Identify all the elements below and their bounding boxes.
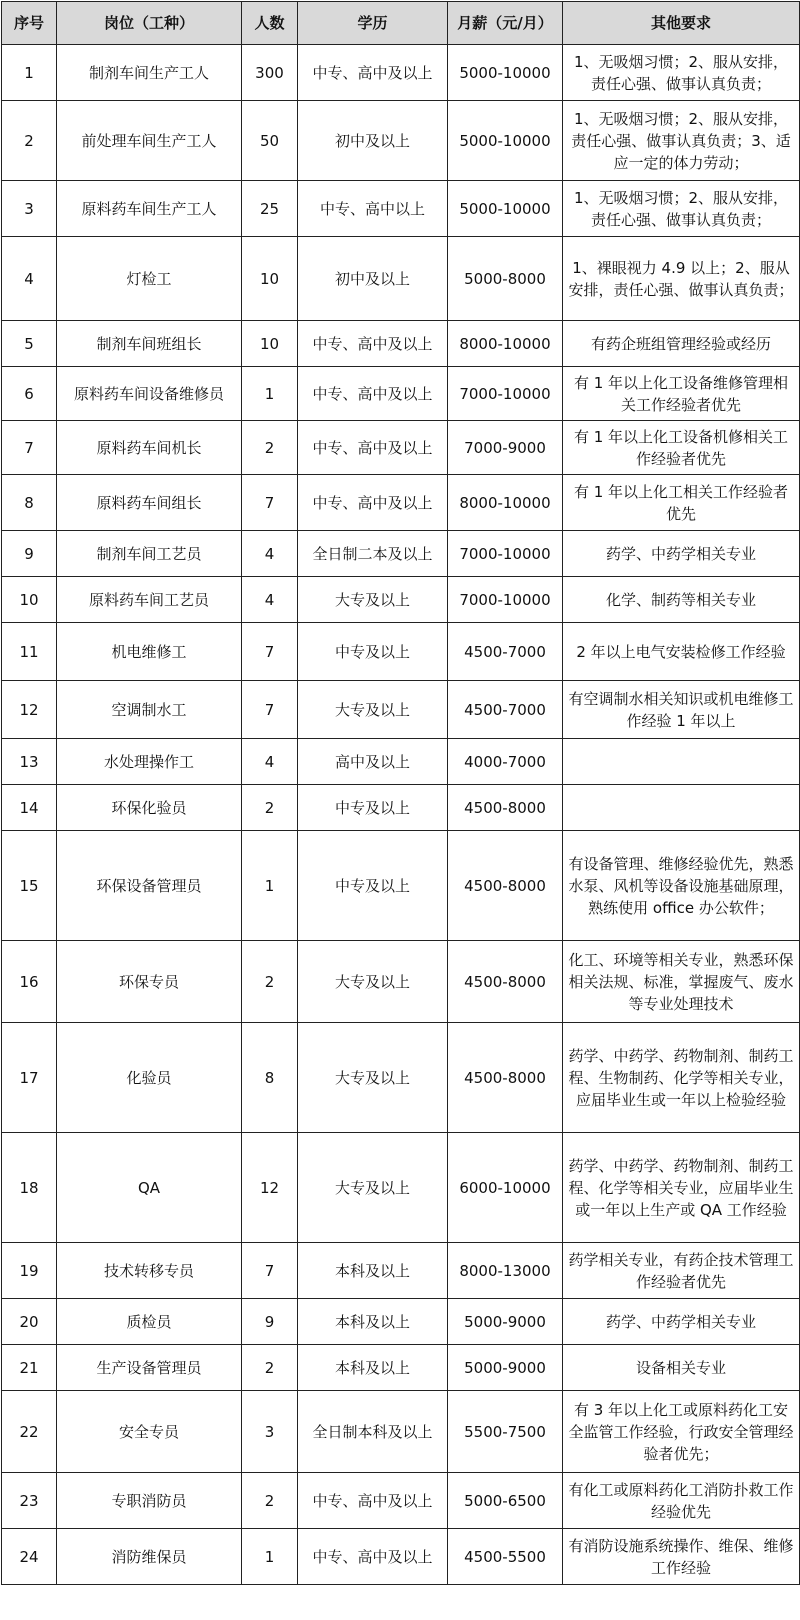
header-education: 学历 [298, 2, 448, 45]
cell-requirements [563, 785, 800, 831]
cell-count: 300 [242, 45, 298, 101]
table-row [2, 237, 800, 321]
cell-no: 21 [2, 1345, 57, 1391]
cell-no: 19 [2, 1243, 57, 1299]
table-row [2, 1243, 800, 1299]
cell-salary: 4500-7000 [448, 681, 563, 739]
table-row [2, 475, 800, 531]
cell-requirements: 有 1 年以上化工设备机修相关工作经验者优先 [563, 421, 800, 475]
cell-education: 中专、高中及以上 [298, 421, 448, 475]
cell-salary: 4500-7000 [448, 623, 563, 681]
table-row [2, 101, 800, 181]
cell-count: 2 [242, 1473, 298, 1529]
cell-salary: 4500-8000 [448, 1023, 563, 1133]
cell-education: 大专及以上 [298, 941, 448, 1023]
header-job: 岗位（工种） [57, 2, 242, 45]
cell-job: 专职消防员 [57, 1473, 242, 1529]
cell-job: 生产设备管理员 [57, 1345, 242, 1391]
cell-salary: 4500-5500 [448, 1529, 563, 1585]
cell-count: 4 [242, 739, 298, 785]
cell-count: 9 [242, 1299, 298, 1345]
cell-job: 机电维修工 [57, 623, 242, 681]
cell-no: 4 [2, 237, 57, 321]
cell-requirements: 设备相关专业 [563, 1345, 800, 1391]
cell-salary: 8000-13000 [448, 1243, 563, 1299]
table-row [2, 1133, 800, 1243]
cell-education: 大专及以上 [298, 1023, 448, 1133]
table-row [2, 941, 800, 1023]
header-count: 人数 [242, 2, 298, 45]
cell-education: 大专及以上 [298, 681, 448, 739]
cell-no: 1 [2, 45, 57, 101]
cell-salary: 4500-8000 [448, 831, 563, 941]
cell-salary: 4000-7000 [448, 739, 563, 785]
cell-no: 12 [2, 681, 57, 739]
cell-no: 24 [2, 1529, 57, 1585]
cell-requirements: 1、无吸烟习惯；2、服从安排，责任心强、做事认真负责； [563, 181, 800, 237]
cell-requirements: 1、裸眼视力 4.9 以上；2、服从安排，责任心强、做事认真负责； [563, 237, 800, 321]
table-row [2, 681, 800, 739]
cell-education: 中专、高中及以上 [298, 1529, 448, 1585]
cell-requirements: 有化工或原料药化工消防扑救工作经验优先 [563, 1473, 800, 1529]
cell-count: 50 [242, 101, 298, 181]
cell-no: 10 [2, 577, 57, 623]
cell-education: 大专及以上 [298, 577, 448, 623]
cell-count: 2 [242, 785, 298, 831]
cell-job: 原料药车间设备维修员 [57, 367, 242, 421]
cell-salary: 7000-10000 [448, 577, 563, 623]
cell-education: 中专及以上 [298, 831, 448, 941]
cell-count: 7 [242, 475, 298, 531]
cell-job: 空调制水工 [57, 681, 242, 739]
cell-count: 2 [242, 421, 298, 475]
cell-education: 大专及以上 [298, 1133, 448, 1243]
cell-requirements: 药学、中药学相关专业 [563, 531, 800, 577]
cell-education: 初中及以上 [298, 101, 448, 181]
cell-job: 原料药车间工艺员 [57, 577, 242, 623]
cell-education: 中专、高中及以上 [298, 1473, 448, 1529]
cell-job: 安全专员 [57, 1391, 242, 1473]
cell-requirements: 1、无吸烟习惯；2、服从安排，责任心强、做事认真负责； [563, 45, 800, 101]
cell-education: 中专、高中及以上 [298, 321, 448, 367]
cell-requirements [563, 739, 800, 785]
cell-salary: 5500-7500 [448, 1391, 563, 1473]
cell-job: 制剂车间生产工人 [57, 45, 242, 101]
table-row [2, 45, 800, 101]
cell-education: 中专及以上 [298, 785, 448, 831]
header-salary: 月薪（元/月） [448, 2, 563, 45]
table-row [2, 421, 800, 475]
cell-count: 10 [242, 321, 298, 367]
cell-job: 前处理车间生产工人 [57, 101, 242, 181]
cell-job: 消防维保员 [57, 1529, 242, 1585]
cell-job: 质检员 [57, 1299, 242, 1345]
cell-no: 7 [2, 421, 57, 475]
table-row [2, 1023, 800, 1133]
table-row [2, 785, 800, 831]
table-row [2, 367, 800, 421]
header-requirements: 其他要求 [563, 2, 800, 45]
cell-education: 全日制二本及以上 [298, 531, 448, 577]
cell-requirements: 2 年以上电气安装检修工作经验 [563, 623, 800, 681]
cell-job: 环保化验员 [57, 785, 242, 831]
cell-count: 7 [242, 623, 298, 681]
cell-salary: 5000-9000 [448, 1345, 563, 1391]
table-row [2, 739, 800, 785]
cell-no: 11 [2, 623, 57, 681]
cell-no: 2 [2, 101, 57, 181]
cell-no: 5 [2, 321, 57, 367]
table-row [2, 831, 800, 941]
cell-count: 25 [242, 181, 298, 237]
header-no: 序号 [2, 2, 57, 45]
table-row [2, 577, 800, 623]
cell-no: 14 [2, 785, 57, 831]
cell-salary: 8000-10000 [448, 321, 563, 367]
cell-requirements: 药学、中药学、药物制剂、制药工程、化学等相关专业，应届毕业生或一年以上生产或 QA 工作经验 [563, 1133, 800, 1243]
cell-no: 15 [2, 831, 57, 941]
cell-job: 原料药车间机长 [57, 421, 242, 475]
cell-count: 2 [242, 941, 298, 1023]
table-row [2, 1299, 800, 1345]
cell-no: 6 [2, 367, 57, 421]
table-row [2, 1529, 800, 1585]
cell-requirements: 有空调制水相关知识或机电维修工作经验 1 年以上 [563, 681, 800, 739]
cell-no: 22 [2, 1391, 57, 1473]
cell-no: 20 [2, 1299, 57, 1345]
cell-count: 10 [242, 237, 298, 321]
cell-education: 中专、高中及以上 [298, 45, 448, 101]
table-row [2, 1391, 800, 1473]
cell-salary: 7000-9000 [448, 421, 563, 475]
cell-job: 制剂车间班组长 [57, 321, 242, 367]
cell-education: 中专及以上 [298, 623, 448, 681]
cell-salary: 7000-10000 [448, 531, 563, 577]
cell-education: 本科及以上 [298, 1243, 448, 1299]
cell-salary: 5000-9000 [448, 1299, 563, 1345]
table-row [2, 1345, 800, 1391]
cell-no: 3 [2, 181, 57, 237]
cell-count: 2 [242, 1345, 298, 1391]
cell-requirements: 有消防设施系统操作、维保、维修工作经验 [563, 1529, 800, 1585]
cell-requirements: 化学、制药等相关专业 [563, 577, 800, 623]
cell-requirements: 1、无吸烟习惯；2、服从安排，责任心强、做事认真负责；3、适应一定的体力劳动； [563, 101, 800, 181]
cell-requirements: 药学、中药学相关专业 [563, 1299, 800, 1345]
cell-job: 灯检工 [57, 237, 242, 321]
cell-salary: 6000-10000 [448, 1133, 563, 1243]
cell-requirements: 有 1 年以上化工设备维修管理相关工作经验者优先 [563, 367, 800, 421]
cell-education: 全日制本科及以上 [298, 1391, 448, 1473]
cell-no: 16 [2, 941, 57, 1023]
cell-salary: 5000-10000 [448, 101, 563, 181]
cell-job: 环保设备管理员 [57, 831, 242, 941]
cell-count: 4 [242, 531, 298, 577]
cell-job: 原料药车间生产工人 [57, 181, 242, 237]
cell-education: 本科及以上 [298, 1345, 448, 1391]
cell-no: 9 [2, 531, 57, 577]
cell-salary: 4500-8000 [448, 941, 563, 1023]
cell-requirements: 有设备管理、维修经验优先，熟悉水泵、风机等设备设施基础原理，熟练使用 office 办公软件； [563, 831, 800, 941]
table-row [2, 181, 800, 237]
cell-no: 13 [2, 739, 57, 785]
cell-no: 23 [2, 1473, 57, 1529]
job-table [1, 1, 800, 1585]
table-row [2, 623, 800, 681]
cell-no: 17 [2, 1023, 57, 1133]
cell-education: 初中及以上 [298, 237, 448, 321]
cell-salary: 5000-10000 [448, 45, 563, 101]
cell-salary: 5000-8000 [448, 237, 563, 321]
cell-no: 18 [2, 1133, 57, 1243]
cell-requirements: 有 1 年以上化工相关工作经验者优先 [563, 475, 800, 531]
cell-education: 高中及以上 [298, 739, 448, 785]
table-row [2, 531, 800, 577]
table-header-row [2, 2, 800, 45]
cell-count: 12 [242, 1133, 298, 1243]
cell-count: 7 [242, 681, 298, 739]
cell-job: 制剂车间工艺员 [57, 531, 242, 577]
cell-education: 中专、高中及以上 [298, 475, 448, 531]
cell-count: 1 [242, 1529, 298, 1585]
cell-salary: 4500-8000 [448, 785, 563, 831]
cell-salary: 5000-10000 [448, 181, 563, 237]
cell-salary: 5000-6500 [448, 1473, 563, 1529]
cell-count: 4 [242, 577, 298, 623]
table-body [2, 45, 800, 1585]
cell-job: 技术转移专员 [57, 1243, 242, 1299]
cell-education: 中专、高中以上 [298, 181, 448, 237]
cell-job: 环保专员 [57, 941, 242, 1023]
cell-education: 中专、高中及以上 [298, 367, 448, 421]
cell-salary: 8000-10000 [448, 475, 563, 531]
cell-count: 7 [242, 1243, 298, 1299]
cell-count: 3 [242, 1391, 298, 1473]
cell-job: QA [57, 1133, 242, 1243]
cell-salary: 7000-10000 [448, 367, 563, 421]
cell-count: 1 [242, 367, 298, 421]
cell-requirements: 化工、环境等相关专业，熟悉环保相关法规、标准，掌握废气、废水等专业处理技术 [563, 941, 800, 1023]
cell-job: 化验员 [57, 1023, 242, 1133]
cell-requirements: 药学、中药学、药物制剂、制药工程、生物制药、化学等相关专业，应届毕业生或一年以上检验经验 [563, 1023, 800, 1133]
table-row [2, 1473, 800, 1529]
cell-count: 1 [242, 831, 298, 941]
cell-requirements: 有 3 年以上化工或原料药化工安全监管工作经验，行政安全管理经验者优先； [563, 1391, 800, 1473]
cell-education: 本科及以上 [298, 1299, 448, 1345]
cell-job: 水处理操作工 [57, 739, 242, 785]
table-row [2, 321, 800, 367]
cell-job: 原料药车间组长 [57, 475, 242, 531]
cell-requirements: 药学相关专业，有药企技术管理工作经验者优先 [563, 1243, 800, 1299]
cell-no: 8 [2, 475, 57, 531]
cell-count: 8 [242, 1023, 298, 1133]
cell-requirements: 有药企班组管理经验或经历 [563, 321, 800, 367]
